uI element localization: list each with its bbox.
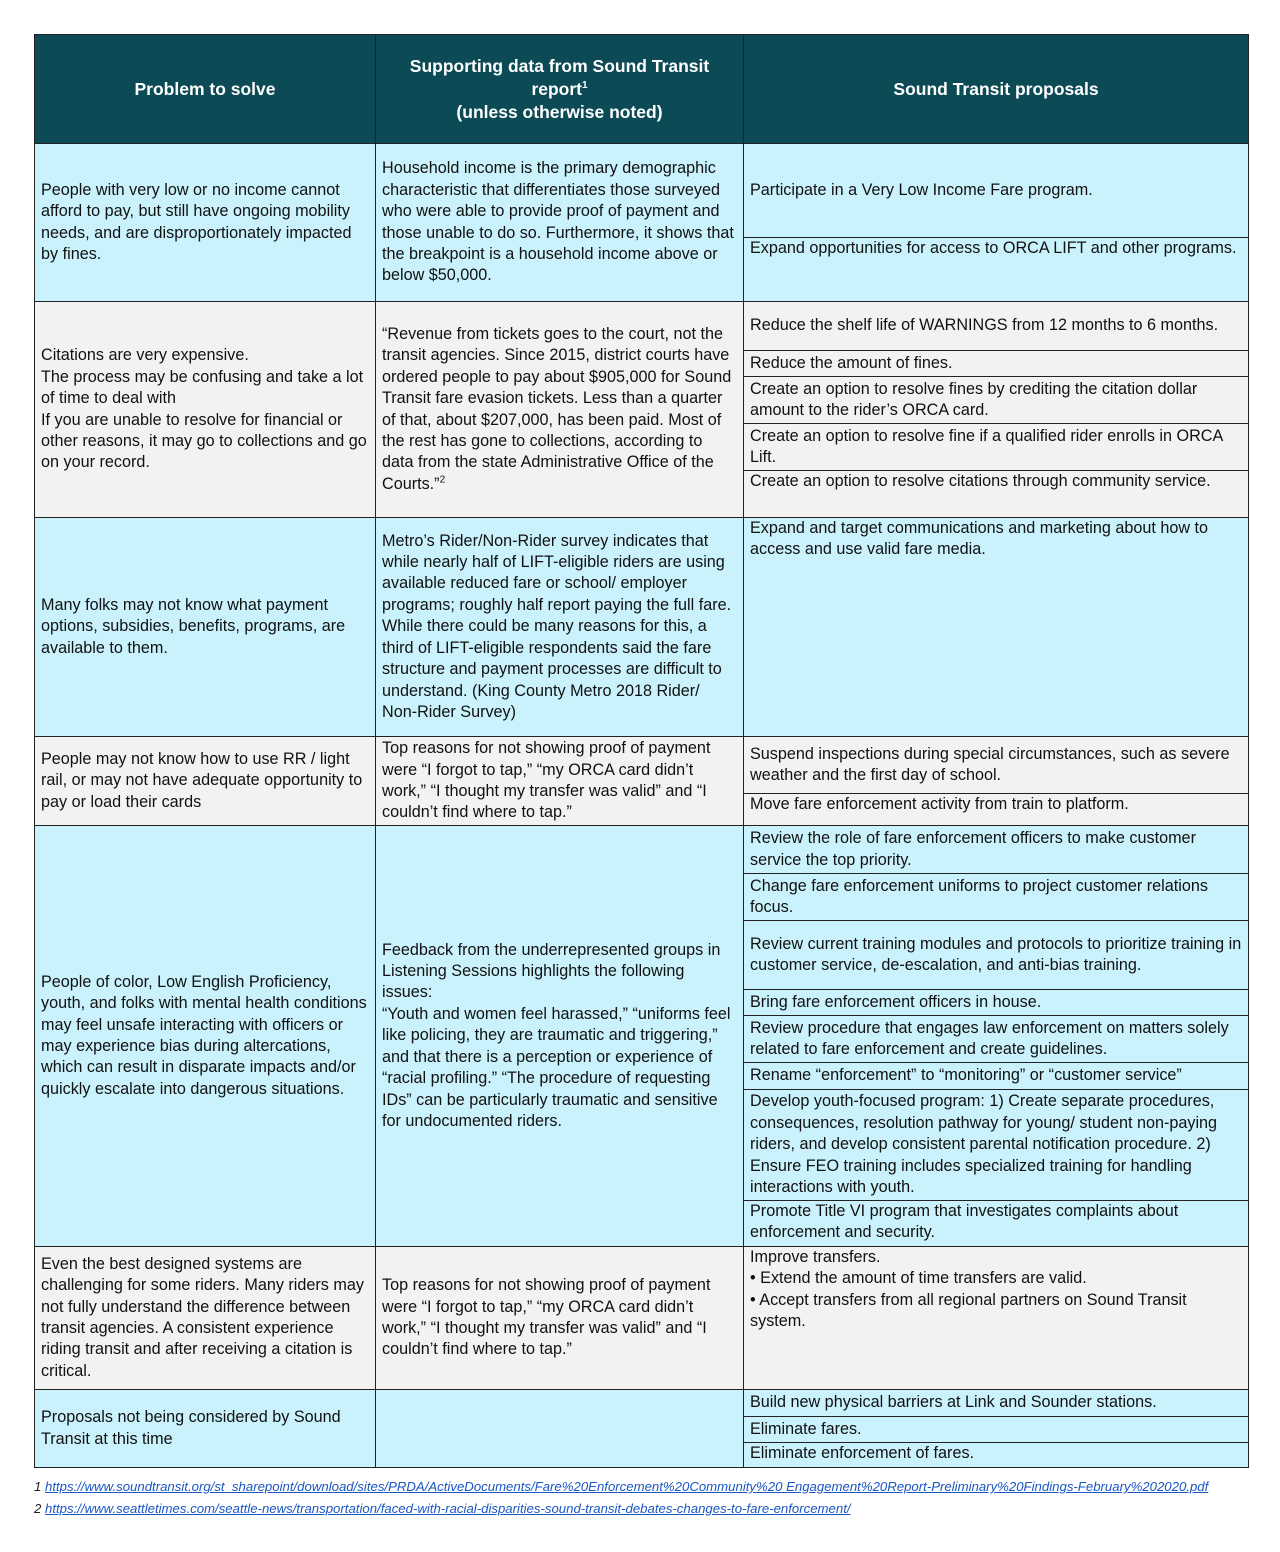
- proposal-item: Rename “enforcement” to “monitoring” or “customer service”: [744, 1062, 1248, 1089]
- proposal-item: Develop youth-focused program: 1) Create separate procedures, consequences, resolution pathway for young/ student non-paying riders, and develop consistent parental notification procedure. 2) Ensure FEO training includes specialized training for handling interactions with youth.: [744, 1089, 1248, 1200]
- proposal-item: Build new physical barriers at Link and Sounder stations.: [750, 1393, 1157, 1412]
- header-proposals: Sound Transit proposals: [744, 35, 1249, 144]
- proposals-cell: [744, 518, 1249, 737]
- problem-cell: People may not know how to use RR / light rail, or may not have adequate opportunity to pay or load their cards: [35, 737, 376, 826]
- proposal-item: Reduce the amount of fines.: [744, 350, 1248, 376]
- problem-cell: Citations are very expensive. The process may be confusing and take a lot of time to deal with If you are unable to resolve for financial or other reasons, it may go to collections and go on your record.: [35, 302, 376, 518]
- fare-enforcement-table: [34, 34, 1249, 1468]
- footnote-ref-1: 1: [582, 79, 588, 91]
- document: [34, 34, 1248, 1468]
- footnote-1: [34, 1478, 1248, 1496]
- table-row: [35, 1390, 1249, 1468]
- proposals-cell: [744, 302, 1249, 518]
- problem-cell: People with very low or no income cannot afford to pay, but still have ongoing mobility needs, and are disproportionately impacted by fines.: [35, 144, 376, 302]
- problem-cell: Many folks may not know what payment options, subsidies, benefits, programs, are available to them.: [35, 518, 376, 737]
- header-supporting-subtitle: (unless otherwise noted): [456, 101, 663, 122]
- proposal-item: Eliminate enforcement of fares.: [744, 1442, 1248, 1464]
- proposal-item: Suspend inspections during special circumstances, such as severe weather and the first day of school.: [750, 744, 1230, 784]
- proposal-item: Expand opportunities for access to ORCA LIFT and other programs.: [744, 237, 1248, 259]
- footnote-2: [34, 1500, 1248, 1518]
- proposals-cell: [744, 1390, 1249, 1468]
- footnote-number: 1: [34, 1479, 42, 1494]
- proposal-item: Review the role of fare enforcement officers to make customer service the top priority.: [750, 829, 1196, 869]
- proposal-item: Change fare enforcement uniforms to project customer relations focus.: [744, 873, 1248, 920]
- table-header-row: [35, 35, 1249, 144]
- header-problem: Problem to solve: [35, 35, 376, 144]
- proposal-item: Create an option to resolve citations through community service.: [744, 470, 1248, 492]
- proposal-item: Expand and target communications and marketing about how to access and use valid fare media.: [750, 519, 1209, 559]
- proposal-item: Participate in a Very Low Income Fare program.: [750, 180, 1093, 199]
- support-cell: Feedback from the underrepresented groups in Listening Sessions highlights the following issues: “Youth and women feel harassed,” “uniforms feel like policing, they are traumatic and triggering,” and that there is a perception or experience of “racial profiling.” “The procedure of requesting IDs” can be particularly traumatic and sensitive for undocumented riders.: [376, 826, 744, 1247]
- proposals-cell: [744, 144, 1249, 302]
- problem-cell: Proposals not being considered by Sound Transit at this time: [35, 1390, 376, 1468]
- proposal-item: Reduce the shelf life of WARNINGS from 12 months to 6 months.: [750, 316, 1219, 335]
- proposal-item: Review current training modules and protocols to prioritize training in customer service, de-escalation, and anti-bias training.: [744, 920, 1248, 989]
- support-cell: Top reasons for not showing proof of payment were “I forgot to tap,” “my ORCA card didn’t work,” “I thought my transfer was valid” and “I couldn’t find where to tap.”: [376, 737, 744, 826]
- footnotes: [34, 1478, 1248, 1521]
- table-row: [35, 826, 1249, 1247]
- table-row: [35, 302, 1249, 518]
- header-supporting-data: [376, 35, 744, 144]
- support-cell: “Revenue from tickets goes to the court, not the transit agencies. Since 2015, district courts have ordered people to pay about $905,000 for Sound Transit fare evasion tickets. Less than a quarter of that, about $207,000, has been paid. Most of the rest has gone to collections, according to data from the state Administrative Office of the Courts.”$^2$: [376, 302, 744, 518]
- footnote-ref-2: 2: [439, 474, 446, 486]
- problem-cell: People of color, Low English Proficiency, youth, and folks with mental health conditions may feel unsafe interacting with officers or may experience bias during altercations, which can result in disparate impacts and/or quickly escalate into dangerous situations.: [35, 826, 376, 1247]
- proposal-item: Improve transfers. • Extend the amount of time transfers are valid. • Accept transfers from all regional partners on Sound Transit system.: [750, 1248, 1187, 1331]
- proposals-cell: [744, 1247, 1249, 1390]
- table-row: [35, 1247, 1249, 1390]
- proposal-item: Create an option to resolve fines by crediting the citation dollar amount to the rider’s ORCA card.: [744, 376, 1248, 423]
- footnote-number: 2: [34, 1500, 42, 1516]
- proposal-item: Review procedure that engages law enforcement on matters solely related to fare enforcement and create guidelines.: [744, 1015, 1248, 1062]
- support-cell: Household income is the primary demographic characteristic that differentiates those surveyed who were able to provide proof of payment and those unable to do so. Furthermore, it shows that the breakpoint is a household income above or below $50,000.: [376, 144, 744, 302]
- proposal-item: Move fare enforcement activity from train to platform.: [744, 793, 1248, 815]
- proposals-cell: [744, 737, 1249, 826]
- proposal-item: Eliminate fares.: [744, 1416, 1248, 1442]
- proposal-item: Create an option to resolve fine if a qualified rider enrolls in ORCA Lift.: [744, 423, 1248, 470]
- header-supporting-title: Supporting data from Sound Transit report: [409, 55, 710, 99]
- footnote-link-2[interactable]: https://www.seattletimes.com/seattle-news/transportation/faced-with-racial-disparities-sound-transit-debates-changes-to-fare-enforcement/: [45, 1500, 851, 1516]
- table-row: [35, 144, 1249, 302]
- support-cell: Top reasons for not showing proof of payment were “I forgot to tap,” “my ORCA card didn’t work,” “I thought my transfer was valid” and “I couldn’t find where to tap.”: [376, 1247, 744, 1390]
- support-cell: [376, 1390, 744, 1468]
- footnote-link-1[interactable]: https://www.soundtransit.org/st_sharepoint/download/sites/PRDA/ActiveDocuments/Fare%20Enforcement%20Community%20 Engagement%20Report-Preliminary%20Findings-February%202020.pdf: [45, 1479, 1209, 1494]
- table-row: [35, 737, 1249, 826]
- proposal-item: Promote Title VI program that investigates complaints about enforcement and security.: [744, 1200, 1248, 1244]
- proposal-item: Bring fare enforcement officers in house.: [744, 989, 1248, 1015]
- support-cell: Metro’s Rider/Non-Rider survey indicates that while nearly half of LIFT-eligible riders are using available reduced fare or school/ employer programs; roughly half report paying the full fare. While there could be many reasons for this, a third of LIFT-eligible respondents said the fare structure and payment processes are difficult to understand. (King County Metro 2018 Rider/ Non-Rider Survey): [376, 518, 744, 737]
- problem-cell: Even the best designed systems are challenging for some riders. Many riders may not fully understand the difference between transit agencies. A consistent experience riding transit and after receiving a citation is critical.: [35, 1247, 376, 1390]
- proposals-cell: [744, 826, 1249, 1247]
- table-row: [35, 518, 1249, 737]
